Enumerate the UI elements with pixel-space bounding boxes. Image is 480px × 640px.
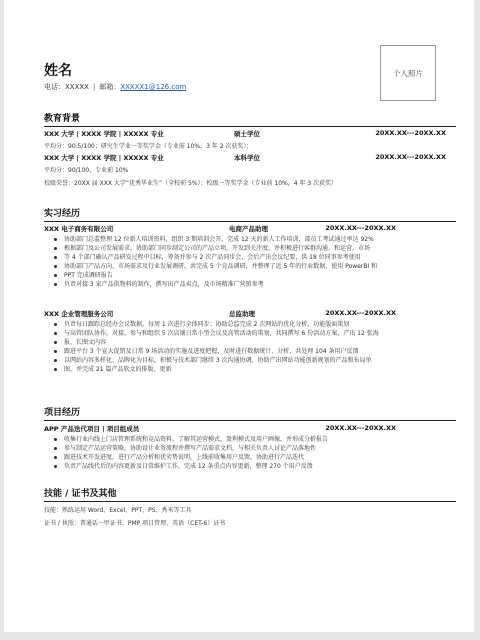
- candidate-name: 姓名: [44, 63, 72, 79]
- certificates-line: 证书 / 执照：普通话一甲证书、PMP 项目管理、英语（CET-6）证书: [44, 520, 226, 527]
- education-detail: 平均分：90.5/100；研究生学业一等奖学金（专业前 10%，3 年 2 次获奖）；: [44, 143, 253, 150]
- education-period: 20XX.XX---20XX.XX: [375, 153, 446, 161]
- bullet-item: 根据部门及公司发展需求，协助部门同步制定公司的产品立项，开发到关注度，并积极进行客群沟通、和运营，市场: [44, 244, 449, 253]
- bullet-item: 负责每日跟踪总经办会议数据，每周 1 次进行全体同步；协助总监完成 2 次网站的优化分析，功能版面策划: [44, 320, 449, 329]
- bullet-item: 跟进平台 3 个宣大促销及日常 9 场活动的实施及进度把握，及时进行数据统计、分析，共处理 104 条用户反馈: [44, 347, 449, 356]
- project-name: APP 产品迭代项目 | 项目组成员: [44, 425, 140, 433]
- section-title-skills: 技能 / 证书及其他: [44, 486, 456, 502]
- contact-separator: |: [92, 83, 96, 91]
- bullet-item: PPT 完成调研报告: [44, 271, 449, 280]
- education-detail: 校级荣誉：20XX 届 XXX 大学“优秀毕业生”（全校前 5%）；校级一等奖学金（专业前 10%，4 年 3 次获奖）: [44, 180, 338, 187]
- education-row: [44, 153, 456, 163]
- bullet-item: 报，长图文内容: [44, 338, 449, 347]
- project-row: [44, 424, 456, 434]
- education-degree: 硕士学位: [234, 130, 260, 138]
- education-degree: 本科学位: [234, 154, 260, 162]
- internship-row: [44, 224, 456, 234]
- bullet-item: 负责产品线代后的内容更新及日常维护工作，完成 12 条重点内容更新，整理 270 个用户反馈: [44, 462, 449, 471]
- bullet-item: 协助部门总监整理 12 位新人培训资料，组织 3 期培训会开，完成 12 天的新人工作培训，部员工考试通过率达 92%: [44, 235, 449, 244]
- bullet-item: 跟进技术开发进度，进行产品分析和优劣势说明，上线前收集用户反馈，协助进行产品迭代: [44, 453, 449, 462]
- education-row: [44, 129, 456, 139]
- skills-line: 技能：熟练运用 Word、Excel、PPT、PS、秀米等工具: [44, 507, 192, 514]
- bullet-item: 负责对接 3 家产品供物料的制作，撰写出产品卖点，及市场精准广营销参考: [44, 280, 449, 289]
- photo-label: 个人照片: [393, 68, 423, 78]
- internship-role: 电商产品助理: [229, 225, 268, 233]
- bullet-item: 参与制定产品运营策略，协助设计业务流程并撰写产品需求文档，与相关负责人讨论产品落地性: [44, 444, 449, 453]
- bullet-item: 与高管团队协作，对接，参与和组织 5 次店铺日常小型会议及高管活动的策划，共同撰写 6 份活动方案，产出 12 张海: [44, 329, 449, 338]
- phone-label: 电话：: [44, 83, 65, 91]
- bullet-item: 以网站内容多样化、品牌化为目标，积极与技术部门继续 3 次沟通协调，协助产出网站功能创新规划的产品和布局单: [44, 356, 449, 365]
- education-detail: 平均分：90/100，专业前 10%: [44, 167, 129, 174]
- bullet-item: 等 4 个部门确认产品研发过程中目标，筹备并参与 2 次产品同步会，会后产出会议纪要，供 18 位同事参考使用: [44, 253, 449, 262]
- section-title-internship: 实习经历: [44, 206, 456, 222]
- section-title-projects: 项目经历: [44, 405, 456, 421]
- project-bullets: [44, 435, 449, 471]
- education-period: 20XX.XX---20XX.XX: [375, 129, 446, 137]
- internship-company: XXX 电子商务有限公司: [44, 225, 114, 233]
- section-title-education: 教育背景: [44, 111, 456, 127]
- photo-placeholder: [380, 45, 436, 101]
- internship-row: [44, 309, 456, 319]
- internship-bullets: [44, 320, 449, 374]
- internship-bullets: [44, 235, 449, 289]
- education-school: XXX 大学 | XXXX 学院 | XXXXX 专业: [44, 154, 164, 162]
- resume-page: [4, 0, 474, 632]
- education-school: XXX 大学 | XXXX 学院 | XXXXX 专业: [44, 130, 164, 138]
- internship-company: XXX 企业管理服务公司: [44, 310, 114, 318]
- bullet-item: 协助部门产品方向、市场需求及行业发展调研，共完成 5 个竞品调研，并整理了近 5 年的行业数据，使用 PowerBI 和: [44, 262, 449, 271]
- internship-period: 20XX.XX---20XX.XX: [325, 309, 396, 317]
- email-link[interactable]: XXXXX1@126.com: [120, 83, 187, 91]
- internship-role: 总监助理: [229, 310, 255, 318]
- internship-period: 20XX.XX---20XX.XX: [325, 224, 396, 232]
- contact-line: [44, 82, 186, 92]
- bullet-item: 图，并完成 21 篇产品软文的排版、更新: [44, 365, 449, 374]
- bullet-item: 收集行业内线上门店管理系统和竞品资料，了解其运营模式，盈利模式及用户画像，并形成分析报告: [44, 435, 449, 444]
- email-label: 邮箱：: [99, 83, 121, 91]
- project-period: 20XX.XX---20XX.XX: [325, 424, 396, 432]
- phone-value: XXXXX: [65, 83, 89, 91]
